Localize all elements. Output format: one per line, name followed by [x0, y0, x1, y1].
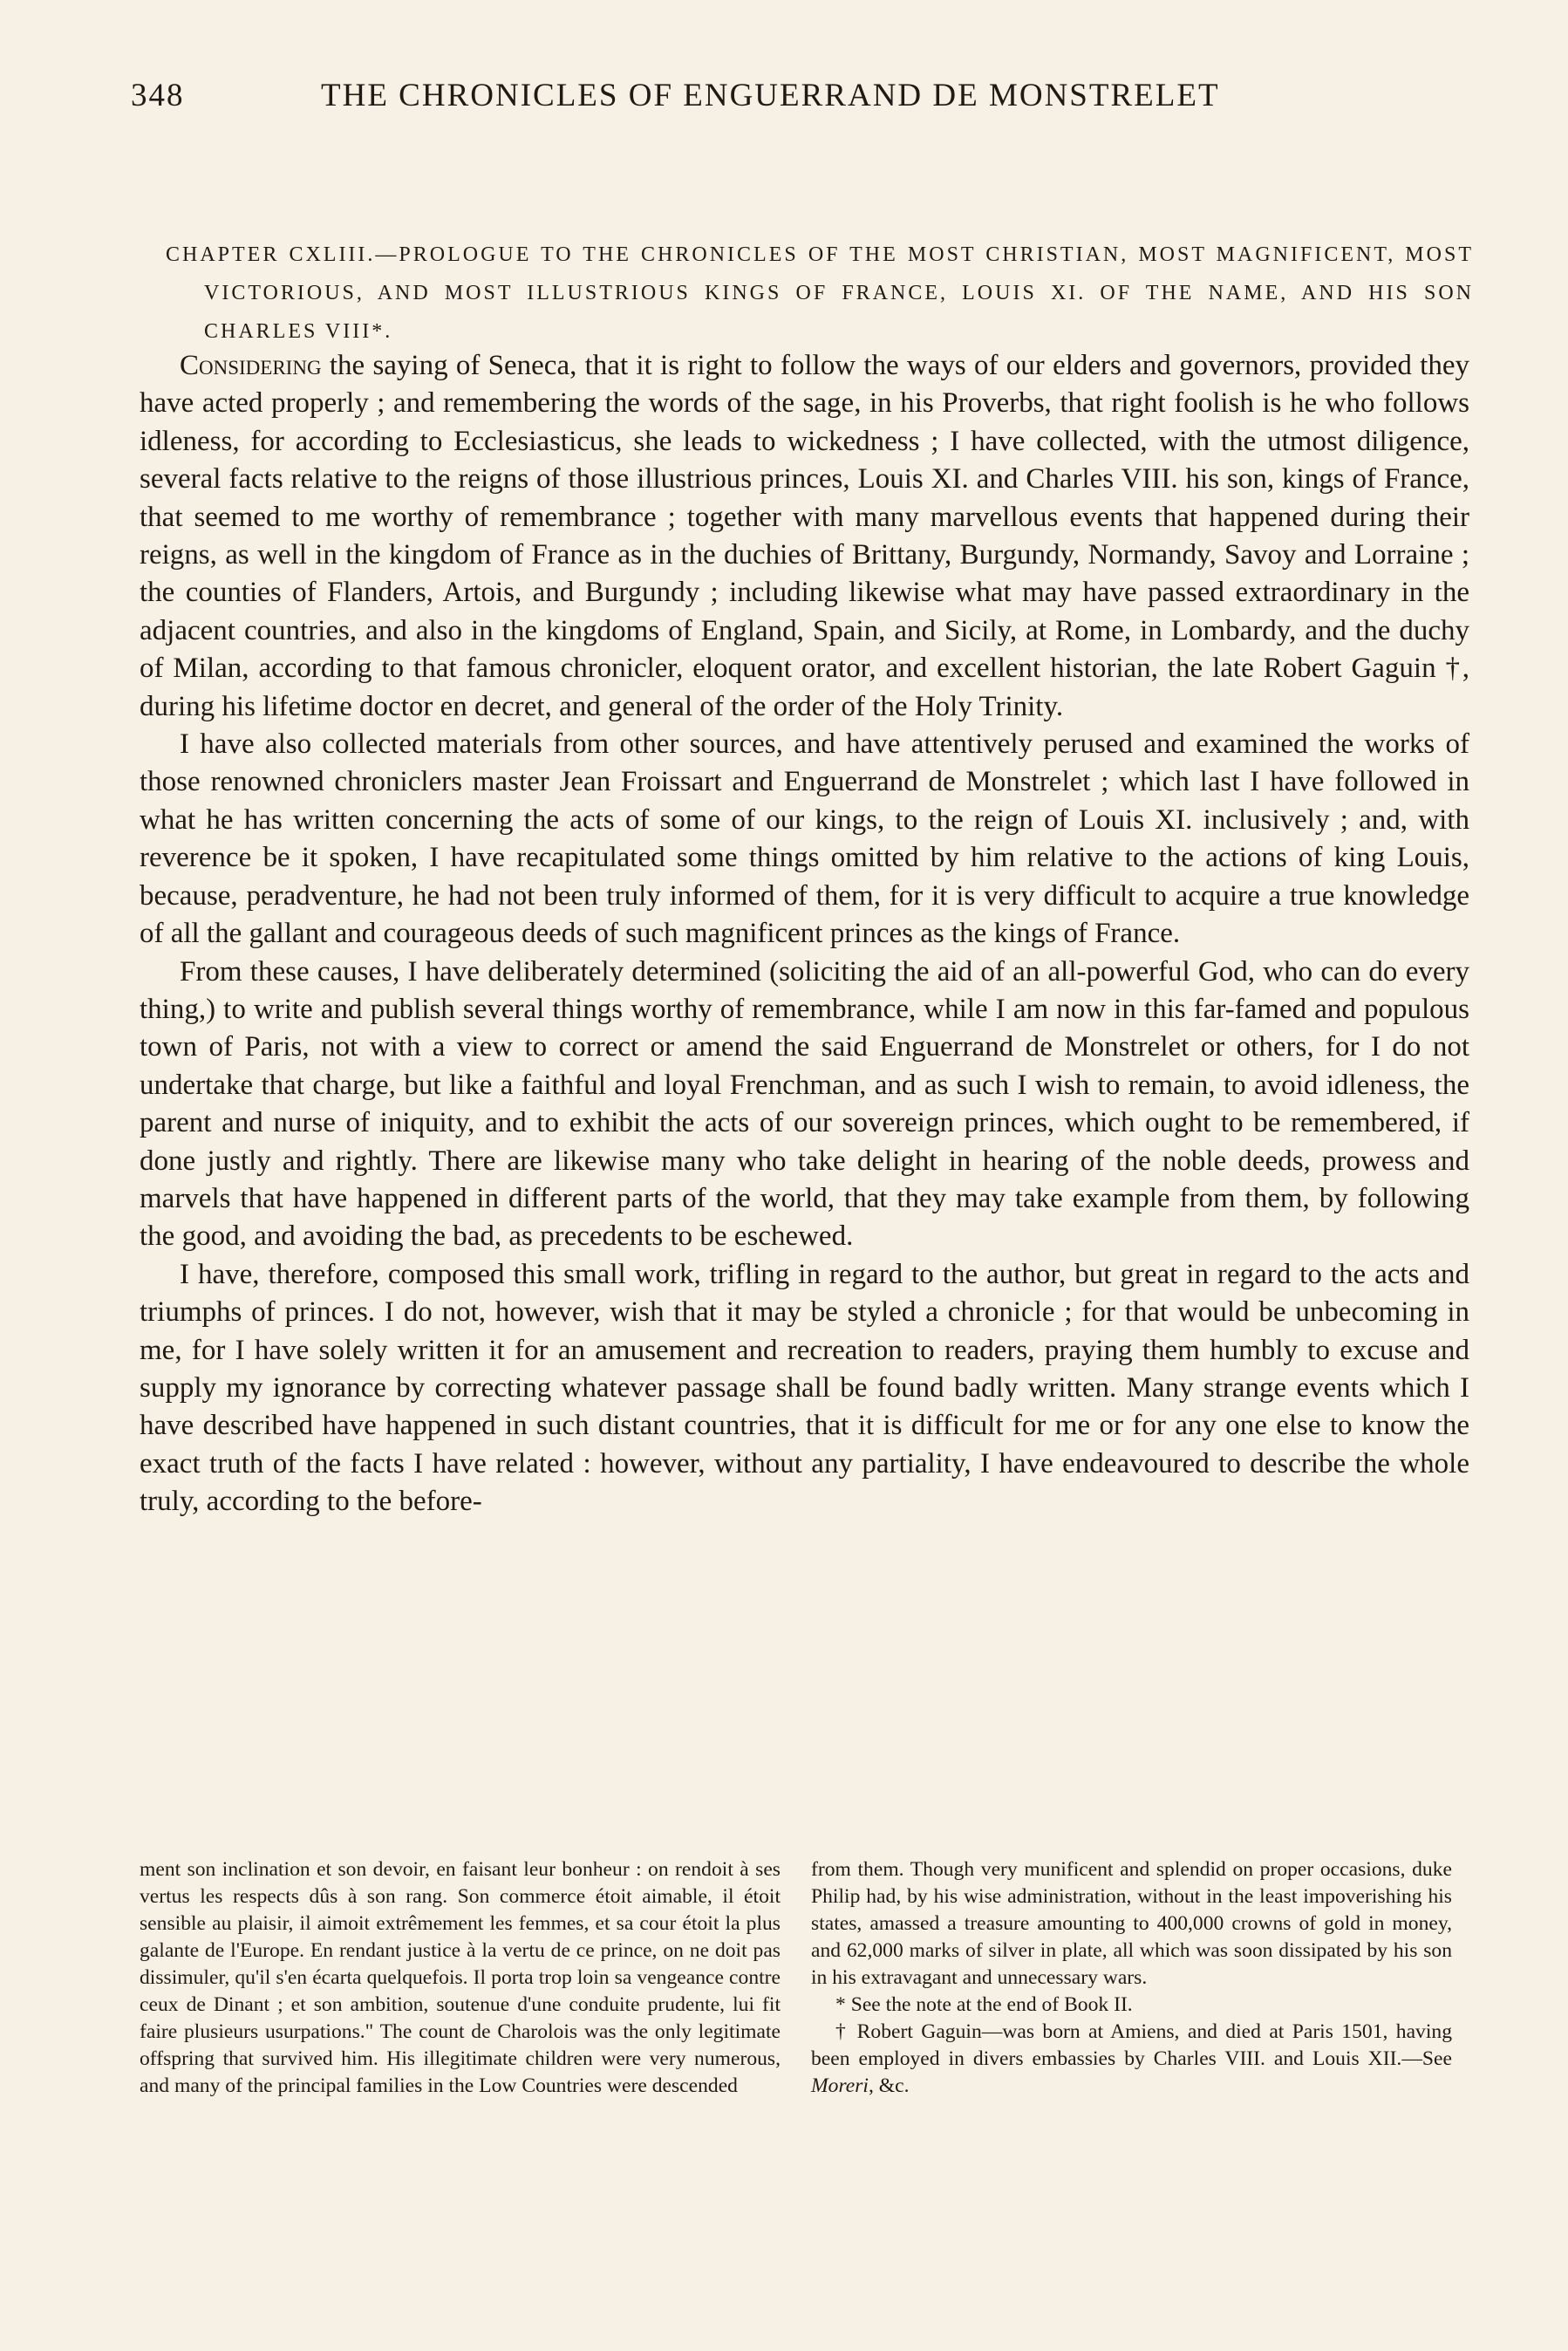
body-text	[140, 347, 1469, 1521]
paragraph: I have, therefore, composed this small work, trifling in regard to the author, but great in regard to the acts and triumphs of princes. I do not, however, wish that it may be styled a chronicle ; for that would be unbecoming in me, for I have solely written it for an amusement and recreation to readers, praying them humbly to excuse and supply my ignorance by correcting whatever passage shall be found badly written. Many strange events which I have described have happened in such distant countries, that it is difficult for me or for any one else to know the exact truth of the facts I have related : however, without any partiality, I have endeavoured to describe the whole truly, according to the before-	[140, 1258, 1469, 1518]
running-head	[131, 77, 1465, 126]
paragraph	[140, 347, 1469, 726]
chapter-heading	[166, 236, 1474, 351]
footnote-star: * See the note at the end of Book II.	[835, 1993, 1133, 2016]
running-title: THE CHRONICLES OF ENGUERRAND DE MONSTRELET	[321, 78, 1220, 113]
footnote-dagger-text: † Robert Gaguin—was born at Amiens, and died at Paris 1501, having been employed in divers embassies by Charles VIII. and Louis XII.—See	[811, 2020, 1452, 2070]
paragraph: I have also collected materials from other sources, and have attentively perused and examined the works of those renowned chroniclers master Jean Froissart and Enguerrand de Monstrelet ; which last I have followed in what he has written concerning the acts of some of our kings, to the reign of Louis XI. inclusively ; and, with reverence be it spoken, I have recapitulated some things omitted by him relative to the actions of king Louis, because, peradventure, he had not been truly informed of them, for it is very difficult to acquire a true knowledge of all the gallant and courageous deeds of such magnificent princes as the kings of France.	[140, 728, 1469, 950]
footnote-column-left	[140, 1856, 781, 2100]
drop-word: Considering	[180, 350, 322, 381]
paragraph: From these causes, I have deliberately determined (soliciting the aid of an all-powerful God, who can do every thing,) to write and publish several things worthy of remembrance, while I am now in this far-famed and populous town of Paris, not with a view to correct or amend the said Enguerrand de Monstrelet or others, for I do not undertake that charge, but like a faithful and loyal Frenchman, and as such I wish to remain, to avoid idleness, the parent and nurse of iniquity, and to exhibit the acts of our sovereign princes, which ought to be remembered, if done justly and rightly. There are likewise many who take delight in hearing of the noble deeds, prowess and marvels that have happened in different parts of the world, that they may take example from them, by following the good, and avoiding the bad, as precedents to be eschewed.	[140, 955, 1469, 1253]
footnote-continuation: from them. Though very munificent and splendid on proper occasions, duke Philip had, by his wise administration, without in the least impoverishing his states, amassed a treasure amounting to 400,000 crowns of gold in money, and 62,000 marks of silver in plate, all which was soon dissipated by his son in his extravagant and unnecessary wars.	[811, 1858, 1452, 1989]
footnote-continuation: ment son inclination et son devoir, en faisant leur bonheur : on rendoit à ses vertus les respects dûs à son rang. Son commerce étoit aimable, il étoit sensible au plaisir, il aimoit extrêmement les femmes, et sa cour étoit la plus galante de l'Europe. En rendant justice à la vertu de ce prince, on ne doit pas dissimuler, qu'il s'en écarta quelquefois. Il porta trop loin sa vengeance contre ceux de Dinant ; et son ambition, soutenue d'une conduite prudente, lui fit faire plusieurs usurpations." The count de Charolois was the only legitimate offspring that survived him. His illegitimate children were very numerous, and many of the principal families in the Low Countries were descended	[140, 1858, 781, 2097]
page-number: 348	[131, 78, 185, 113]
chapter-heading-text: CHAPTER CXLIII.—PROLOGUE TO THE CHRONICLES OF THE MOST CHRISTIAN, MOST MAGNIFICENT, MOST VICTORIOUS, AND MOST ILLUSTRIOUS KINGS OF FRANCE, LOUIS XI. OF THE NAME, AND HIS SON CHARLES VIII*.	[166, 243, 1474, 343]
paragraph-text: the saying of Seneca, that it is right to follow the ways of our elders and governors, provided they have acted properly ; and remembering the words of the sage, in his Proverbs, that right foolish is he who follows idleness, for according to Ecclesiasticus, she leads to wickedness ; I have collected, with the utmost diligence, several facts relative to the reigns of those illustrious princes, Louis XI. and Charles VIII. his son, kings of France, that seemed to me worthy of remembrance ; together with many marvellous events that happened during their reigns, as well in the kingdom of France as in the duchies of Brittany, Burgundy, Normandy, Savoy and Lorraine ; the counties of Flanders, Artois, and Burgundy ; including likewise what may have passed extraordinary in the adjacent countries, and also in the kingdoms of England, Spain, and Sicily, at Rome, in Lombardy, and the duchy of Milan, according to that famous chronicler, eloquent orator, and excellent historian, the late Robert Gaguin †, during his lifetime doctor en decret, and general of the order of the Holy Trinity.	[140, 350, 1469, 722]
footnote-dagger-reference: Moreri	[811, 2074, 869, 2097]
footnote-column-right	[811, 1856, 1452, 2100]
footnote-dagger-end: , &c.	[868, 2074, 910, 2097]
footnote-dagger	[811, 2019, 1452, 2100]
